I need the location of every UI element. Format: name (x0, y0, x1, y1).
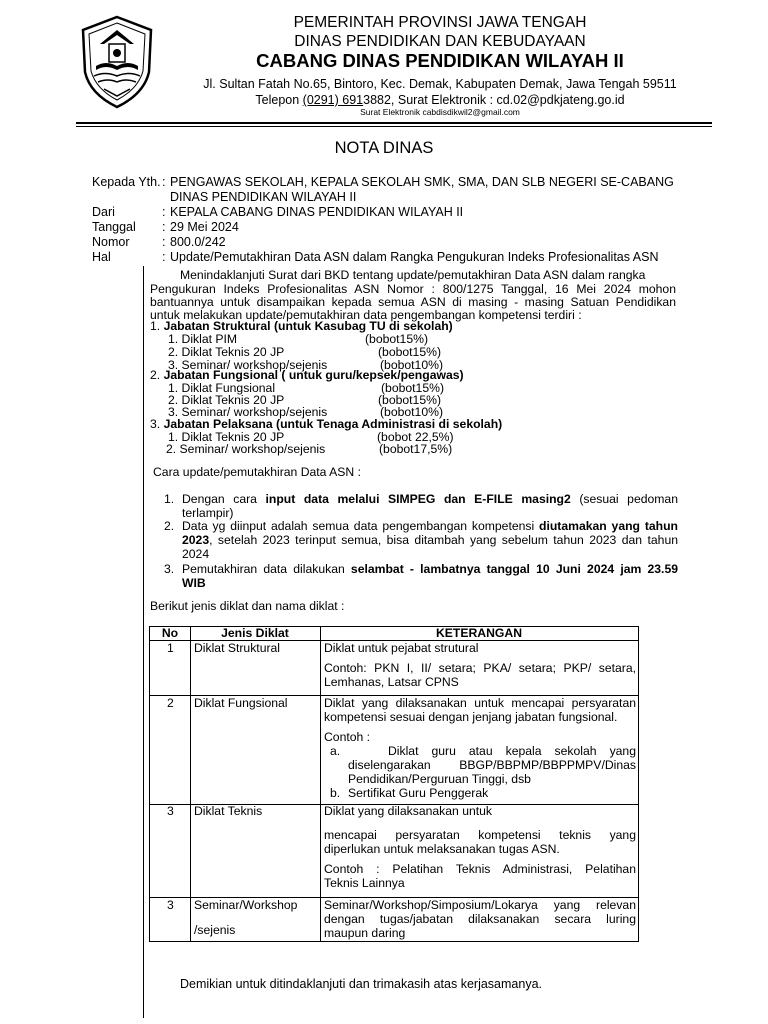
keterangan-line: kompetensi sesuai dengan jenjang jabatan fungsional. (324, 710, 618, 724)
item-bobot: (bobot15%) (365, 332, 429, 346)
keterangan-line: Pendidikan/Perguruan Tinggi, dsb (348, 772, 531, 786)
table-cell-jenis: Seminar/Workshop (194, 898, 298, 912)
table-cell-no: 3 (167, 804, 174, 818)
colon: : (162, 235, 166, 249)
cara-text (182, 562, 678, 590)
item-label: 3. Seminar/ workshop/sejenis (168, 405, 328, 419)
keterangan-line: Contoh: PKN I, II/ setara; PKA/ setara; PKP/ setara, (324, 661, 636, 675)
letterhead-phone (170, 93, 710, 107)
dari-value: KEPALA CABANG DINAS PENDIDIKAN WILAYAH II (170, 205, 464, 219)
cara-text-bold: diutamakan yang tahun (539, 519, 678, 533)
tanggal-label: Tanggal (92, 220, 136, 234)
keterangan-line: Diklat yang dilaksanakan untuk mencapai persyaratan (324, 696, 636, 710)
intro-line: bantuannya untuk disampaikan kepada semua ASN di masing - masing Satuan Pendidikan (150, 295, 676, 309)
cara-text-part: Data yg diinput adalah semua data pengembangan kompetensi (182, 519, 540, 533)
cara-line (182, 492, 678, 506)
phone-rest: 3882, Surat Elektronik : cd.02@pdkjateng.go.id (363, 93, 625, 107)
table-cell-keterangan (324, 641, 636, 689)
hal-value: Update/Pemutakhiran Data ASN dalam Rangka Pengukuran Indeks Profesionalitas ASN (170, 250, 659, 264)
cara-text (182, 519, 678, 561)
item-label: 2. Seminar/ workshop/sejenis (166, 442, 326, 456)
item-label: 1. Diklat Teknis 20 JP (168, 430, 285, 444)
table-cell-jenis: Diklat Fungsional (194, 696, 288, 710)
keterangan-sublist (324, 744, 636, 786)
hal-label: Hal (92, 250, 111, 264)
keterangan-line: Sertifikat Guru Penggerak (348, 786, 489, 800)
kepada-value-cont: DINAS PENDIDIKAN WILAYAH II (170, 190, 357, 204)
keterangan-line: Teknis Lainnya (324, 876, 405, 890)
item-label: 1. Diklat PIM (168, 332, 238, 346)
sublist-text (348, 744, 636, 786)
letterhead-department: DINAS PENDIDIKAN DAN KEBUDAYAAN (294, 33, 586, 50)
cara-number: 2. (164, 519, 175, 533)
letterhead-divider-thin (76, 126, 712, 127)
colon: : (162, 175, 166, 189)
keterangan-line: Contoh : Pelatihan Teknis Administrasi, Pelatihan (324, 862, 636, 876)
keterangan-line: dengan tugas/jabatan dilaksanakan secara luring (324, 912, 636, 926)
table-cell-no: 1 (167, 641, 174, 655)
kepada-label: Kepada Yth. (92, 175, 161, 189)
dari-label: Dari (92, 205, 115, 219)
nomor-label: Nomor (92, 235, 130, 249)
table-cell-jenis: Diklat Struktural (194, 641, 281, 655)
keterangan-line: Diklat yang dilaksanakan untuk (324, 804, 493, 818)
colon: : (162, 220, 166, 234)
letterhead-email: Surat Elektronik cabdisdikwil2@gmail.com (360, 107, 520, 117)
intro-line: untuk melakukan update/pemutakhiran data pengembangan kompetensi terdiri : (150, 308, 582, 322)
cara-text (182, 492, 678, 520)
item-bobot: (bobot15%) (378, 345, 442, 359)
cara-line: WIB (182, 576, 206, 590)
table-cell-jenis: /sejenis (194, 923, 236, 937)
table-cell-keterangan (324, 898, 636, 940)
category-number: 3. (150, 417, 161, 431)
cara-line (182, 519, 678, 533)
tanggal-value: 29 Mei 2024 (170, 220, 239, 234)
table-cell-keterangan (324, 804, 636, 890)
keterangan-line: Seminar/Workshop/Simposium/Lokarya yang relevan (324, 898, 636, 912)
category-title: Jabatan Struktural (untuk Kasubag TU di sekolah) (163, 319, 453, 333)
keterangan-line: diselengarakan BBGP/BBPMP/BBPPMPV/Dinas (348, 758, 636, 772)
closing-text: Demikian untuk ditindaklanjuti dan trimakasih atas kerjasamanya. (180, 977, 542, 991)
category-number: 1. (150, 319, 161, 333)
item-label: 1. Diklat Fungsional (168, 381, 276, 395)
cara-line (182, 562, 678, 576)
item-bobot: (bobot10%) (380, 358, 444, 372)
intro-line: Pengukuran Indeks Profesionalitas ASN Nomor : 800/1275 Tanggal, 16 Mei 2024 mohon (150, 282, 676, 296)
keterangan-line: Diklat untuk pejabat strutural (324, 641, 479, 655)
keterangan-line: diperlukan untuk melaksanakan tugas ASN. (324, 842, 560, 856)
cara-line (182, 533, 678, 547)
keterangan-line: Lemhanas, Latsar CPNS (324, 675, 459, 689)
cara-text-part: , setelah 2023 terinput semua, bisa ditambah yang sebelum tahun 2023 dan tahun (209, 533, 678, 547)
item-bobot: (bobot17,5%) (379, 442, 453, 456)
table-cell-no: 2 (167, 696, 174, 710)
sublist-marker: a. (330, 744, 341, 758)
table-header-no: No (161, 626, 179, 640)
cara-text-bold: 2023 (182, 533, 210, 547)
letterhead-address: Jl. Sultan Fatah No.65, Bintoro, Kec. Demak, Kabupaten Demak, Jawa Tengah 59511 (203, 77, 677, 91)
letterhead-divider (76, 122, 712, 124)
phone-prefix: Telepon (255, 93, 303, 107)
kepada-value: PENGAWAS SEKOLAH, KEPALA SEKOLAH SMK, SMA, DAN SLB NEGERI SE-CABANG (170, 175, 674, 189)
cara-text-part: Pemutakhiran data dilakukan (182, 562, 351, 576)
cara-line: terlampir) (182, 506, 234, 520)
table-cell-jenis: Diklat Teknis (194, 804, 263, 818)
intro-line: Menindaklanjuti Surat dari BKD tentang update/pemutakhiran Data ASN dalam rangka (180, 268, 646, 282)
table-cell-keterangan (324, 696, 636, 800)
table-col-divider (320, 627, 321, 941)
table-header-jenis: Jenis Diklat (221, 626, 289, 640)
category-title: Jabatan Pelaksana (untuk Tenaga Administrasi di sekolah) (163, 417, 503, 431)
keterangan-line: Diklat guru atau kepala sekolah yang (388, 744, 636, 758)
cara-title: Cara update/pemutakhiran Data ASN : (153, 465, 361, 479)
cara-text-part: Dengan cara (182, 492, 266, 506)
page-title: NOTA DINAS (334, 139, 434, 157)
item-label: 2. Diklat Teknis 20 JP (168, 393, 285, 407)
jawa-tengah-crest-icon (78, 14, 156, 110)
table-cell-no: 3 (167, 898, 174, 912)
cara-line: 2024 (182, 547, 210, 561)
cara-number: 1. (164, 492, 175, 506)
cara-text-part: (sesuai pedoman (570, 492, 678, 506)
nomor-value: 800.0/242 (170, 235, 226, 249)
colon: : (162, 250, 166, 264)
keterangan-line: mencapai persyaratan kompetensi teknis yang (324, 828, 636, 842)
cara-number: 3. (164, 562, 175, 576)
item-bobot: (bobot15%) (381, 381, 445, 395)
margin-line (143, 266, 144, 1018)
cara-text-bold: selambat - lambatnya tanggal 10 Juni 2024 jam 23.59 (350, 562, 678, 576)
item-bobot: (bobot 22,5%) (377, 430, 454, 444)
item-label: 2. Diklat Teknis 20 JP (168, 345, 285, 359)
category-number: 2. (150, 368, 161, 382)
cara-text-bold: input data melalui SIMPEG dan E-FILE masing2 (265, 492, 571, 506)
table-header-keterangan: KETERANGAN (436, 626, 522, 640)
keterangan-line: Contoh : (324, 730, 371, 744)
diklat-table (149, 626, 639, 942)
colon: : (162, 205, 166, 219)
category-title: Jabatan Fungsional ( untuk guru/kepsek/pengawas) (163, 368, 464, 382)
letterhead-branch: CABANG DINAS PENDIDIKAN WILAYAH II (256, 50, 624, 71)
list-item (166, 443, 466, 456)
keterangan-line: maupun daring (324, 926, 406, 940)
item-bobot: (bobot10%) (380, 405, 444, 419)
table-col-divider (190, 627, 191, 941)
letterhead-government: PEMERINTAH PROVINSI JAWA TENGAH (293, 14, 587, 31)
keterangan-sublist (324, 786, 636, 800)
item-label: 3. Seminar/ workshop/sejenis (168, 358, 328, 372)
table-intro: Berikut jenis diklat dan nama diklat : (150, 599, 345, 613)
item-bobot: (bobot15%) (378, 393, 442, 407)
phone-link[interactable]: (0291) 691 (302, 93, 364, 107)
sublist-marker: b. (330, 786, 341, 800)
